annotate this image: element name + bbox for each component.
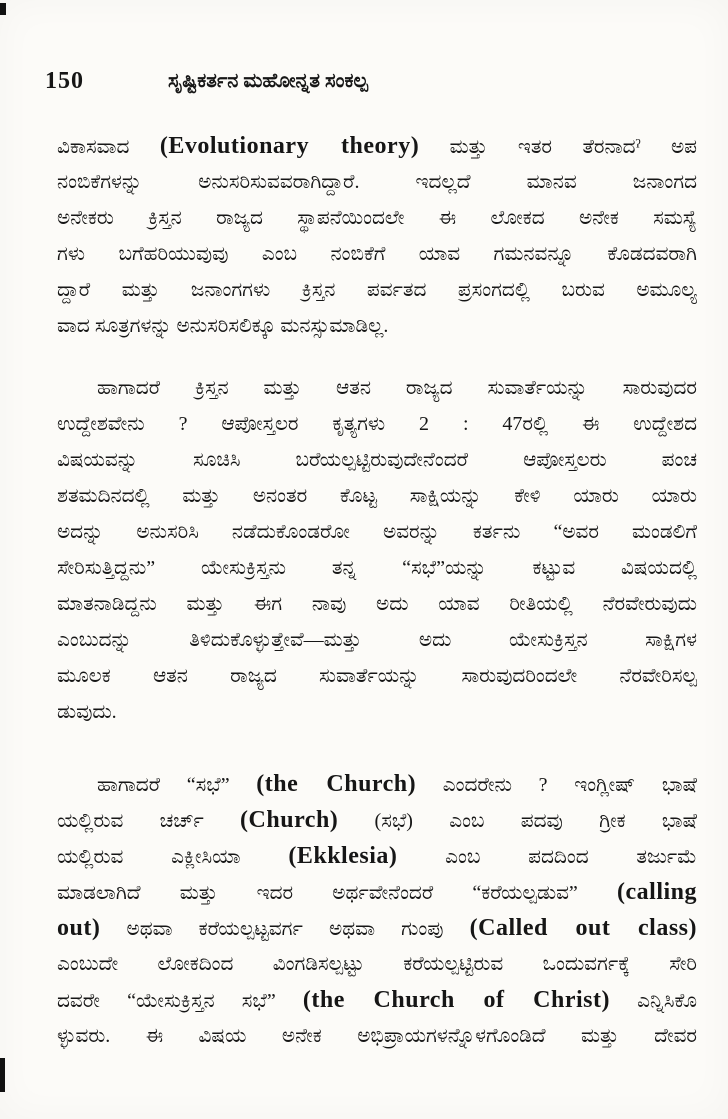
text-line: out) ಅಥವಾ ಕರೆಯಲ್ಪಟ್ಟವರ್ಗ ಅಥವಾ ಗುಂಪು (Called out class) — [57, 915, 697, 941]
text-line: ಹಾಗಾದರೆ ಕ್ರಿಸ್ತನ ಮತ್ತು ಆತನ ರಾಜ್ಯದ ಸುವಾರ್ತೆಯನ್ನು ಸಾರುವುದರ — [97, 377, 697, 399]
paragraph-2 — [57, 370, 697, 730]
text-line: ನಂಬಿಕೆಗಳನ್ನು ಅನುಸರಿಸುವವರಾಗಿದ್ದಾರೆ. ಇದಲ್ಲದೆ ಮಾನವ ಜನಾಂಗದ — [57, 171, 697, 193]
paragraph-1 — [57, 128, 697, 344]
text-line: ಉದ್ದೇಶವೇನು ? ಆಪೋಸ್ತಲರ ಕೃತ್ಯಗಳು 2 : 47ರಲ್ಲಿ ಈ ಉದ್ದೇಶದ — [57, 413, 697, 435]
text-line: ಮೂಲಕ ಆತನ ರಾಜ್ಯದ ಸುವಾರ್ತೆಯನ್ನು ಸಾರುವುದರಿಂದಲೇ ನೆರವೇರಿಸಲ್ಪ — [57, 665, 697, 687]
text-line: ವಾದ ಸೂತ್ರಗಳನ್ನು ಅನುಸರಿಸಲಿಕ್ಕೂ ಮನಸ್ಸುಮಾಡಿಲ್ಲ. — [57, 315, 389, 337]
text-line: ಹಾಗಾದರೆ “ಸಭೆ” (the Church) ಎಂದರೇನು ? ಇಂಗ್ಲೀಷ್ ಭಾಷೆ — [97, 771, 697, 797]
text-line: ಗಳು ಬಗೆಹರಿಯುವುವು ಎಂಬ ನಂಬಿಕೆಗೆ ಯಾವ ಗಮನವನ್ನೂ ಕೊಡದವರಾಗಿ — [57, 243, 697, 265]
text-line: ಎಂಬುದೇ ಲೋಕದಿಂದ ವಿಂಗಡಿಸಲ್ಪಟ್ಟು ಕರೆಯಲ್ಪಟ್ಟಿರುವ ಒಂದುವರ್ಗಕ್ಕೆ ಸೇರಿ — [57, 953, 697, 975]
text-line: ಡುವುದು. — [57, 701, 117, 723]
running-title: ಸೃಷ್ಟಿಕರ್ತನ ಮಹೋನ್ನತ ಸಂಕಲ್ಪ — [168, 70, 368, 92]
text-line: ವಿಕಾಸವಾದ (Evolutionary theory) ಮತ್ತು ಇತರ ತೆರನಾದˀ ಅಪ — [57, 133, 698, 159]
text-line: ದ್ದಾರೆ ಮತ್ತು ಜನಾಂಗಗಳು ಕ್ರಿಸ್ತನ ಪರ್ವತದ ಪ್ರಸಂಗದಲ್ಲಿ ಬರುವ ಅಮೂಲ್ಯ — [57, 279, 697, 301]
paragraph-3 — [57, 766, 697, 1054]
page-number: 150 — [45, 68, 84, 94]
text-line: ಅದನ್ನು ಅನುಸರಿಸಿ ನಡೆದುಕೊಂಡರೋ ಅವರನ್ನು ಕರ್ತನು “ಅವರ ಮಂಡಲಿಗೆ — [57, 521, 697, 543]
text-line: ಳ್ಳುವರು. ಈ ವಿಷಯ ಅನೇಕ ಅಭಿಪ್ರಾಯಗಳನ್ನೊಳಗೊಂಡಿದೆ ಮತ್ತು ದೇವರ — [57, 1025, 697, 1047]
text-line: ಯಲ್ಲಿರುವ ಚರ್ಚ್ (Church) (ಸಭೆ) ಎಂಬ ಪದವು ಗ್ರೀಕ ಭಾಷೆ — [57, 807, 698, 833]
body-text — [57, 128, 697, 1054]
page-header — [0, 66, 728, 102]
text-line: ವಿಷಯವನ್ನು ಸೂಚಿಸಿ ಬರೆಯಲ್ಪಟ್ಟಿರುವುದೇನೆಂದರೆ ಆಪೋಸ್ತಲರು ಪಂಚ — [57, 449, 697, 471]
scan-artifact-bottom-left — [0, 1058, 5, 1092]
text-line: ಅನೇಕರು ಕ್ರಿಸ್ತನ ರಾಜ್ಯದ ಸ್ಥಾಪನೆಯಿಂದಲೇ ಈ ಲೋಕದ ಅನೇಕ ಸಮಸ್ಯೆ — [57, 207, 697, 229]
text-line: ಯಲ್ಲಿರುವ ಎಕ್ಲೀಸಿಯಾ (Ekklesia) ಎಂಬ ಪದದಿಂದ ತರ್ಜುಮೆ — [57, 843, 697, 869]
text-line: ಎಂಬುದನ್ನು ತಿಳಿದುಕೊಳ್ಳುತ್ತೇವೆ—ಮತ್ತು ಅದು ಯೇಸುಕ್ರಿಸ್ತನ ಸಾಕ್ಷಿಗಳ — [57, 629, 697, 651]
text-line: ಮಾತನಾಡಿದ್ದನು ಮತ್ತು ಈಗ ನಾವು ಅದು ಯಾವ ರೀತಿಯಲ್ಲಿ ನೆರವೇರುವುದು — [57, 593, 697, 615]
text-line: ಸೇರಿಸುತ್ತಿದ್ದನು” ಯೇಸುಕ್ರಿಸ್ತನು ತನ್ನ “ಸಭೆ”ಯನ್ನು ಕಟ್ಟುವ ವಿಷಯದಲ್ಲಿ — [57, 557, 697, 579]
scan-artifact-top-left — [0, 3, 6, 15]
text-line: ಮಾಡಲಾಗಿದೆ ಮತ್ತು ಇದರ ಅರ್ಥವೇನೆಂದರೆ “ಕರೆಯಲ್ಪಡುವ” (calling — [57, 879, 697, 905]
text-line: ದವರೇ “ಯೇಸುಕ್ರಿಸ್ತನ ಸಭೆ” (the Church of Christ) ಎನ್ನಿಸಿಕೊ — [57, 987, 698, 1013]
text-line: ಶತಮದಿನದಲ್ಲಿ ಮತ್ತು ಅನಂತರ ಕೊಟ್ಟ ಸಾಕ್ಷಿಯನ್ನು ಕೇಳಿ ಯಾರು ಯಾರು — [57, 485, 697, 507]
